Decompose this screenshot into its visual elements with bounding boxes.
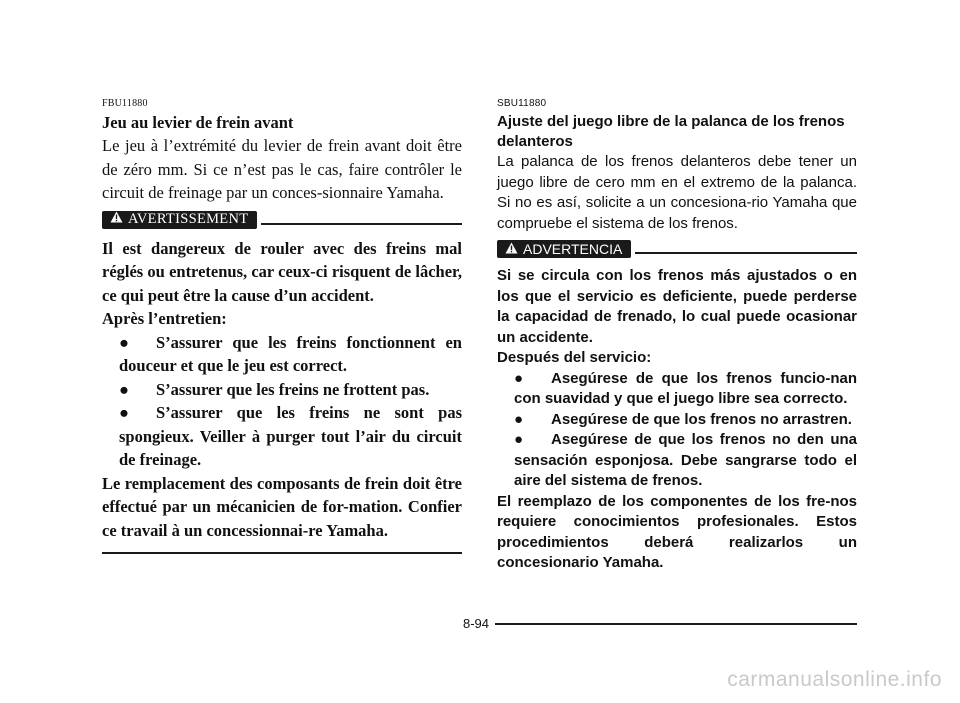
list-item: [497, 410, 857, 431]
list-item-text: Asegúrese de que los frenos no den una sensación esponjosa. Debe sangrarse todo el aire del sistema de frenos.: [514, 431, 857, 489]
page-footer: [463, 616, 857, 631]
bullet-dot-icon: ●: [514, 410, 524, 428]
warning-text: Si se circula con los frenos más ajustados o en los que el servicio es deficiente, puede perderse la capacidad de frenado, lo cual puede ocasionar un accidente.: [497, 267, 857, 346]
bullet-dot-icon: ●: [514, 369, 524, 387]
warning-label: ADVERTENCIA: [523, 241, 623, 257]
warning-triangle-icon: [110, 211, 123, 228]
spanish-column: [497, 98, 857, 574]
warning-header: [497, 238, 857, 260]
list-item-text: S’assurer que les freins ne sont pas spongieux. Veiller à purger tout l’air du circuit de freinage.: [119, 403, 462, 469]
closing-text: El reemplazo de los componentes de los fre-nos requiere conocimientos profesionales. Estos procedimientos deberá realizarlos un concesionario Yamaha.: [497, 492, 857, 571]
divider: [495, 623, 857, 625]
bullet-dot-icon: ●: [514, 431, 524, 448]
closing-text: Le remplacement des composants de frein doit être effectué par un mécanicien de for-mation. Confier ce travail à un concessionnai-re Yamaha.: [102, 473, 462, 540]
section-title: Ajuste del juego libre de la palanca de los frenos delanteros: [497, 113, 845, 150]
warning-badge: [497, 240, 631, 258]
bullet-dot-icon: ●: [119, 379, 129, 399]
section-body: La palanca de los frenos delanteros debe tener un juego libre de cero mm en el extremo de la palanca. Si no es así, solicite a un concesiona-rio Yamaha que compruebe el sistema de los frenos.: [497, 153, 857, 232]
bullet-dot-icon: ●: [119, 403, 129, 422]
after-service-heading: Después del servicio:: [497, 349, 652, 366]
divider: [635, 252, 857, 254]
warning-badge: [102, 211, 257, 229]
list-item: [102, 378, 462, 402]
after-service-heading: Après l’entretien:: [102, 309, 227, 328]
divider: [102, 552, 462, 554]
section-title: Jeu au levier de frein avant: [102, 113, 294, 132]
bullet-dot-icon: ●: [119, 332, 129, 352]
section-code: FBU11880: [102, 98, 148, 109]
list-item-text: Asegúrese de que los frenos no arrastren.: [551, 410, 852, 428]
divider: [261, 223, 462, 225]
section-code: SBU11880: [497, 98, 547, 109]
list-item-text: Asegúrese de que los frenos funcio-nan con suavidad y que el juego libre sea correcto.: [514, 369, 857, 407]
warning-triangle-icon: [505, 241, 518, 257]
list-item-text: S’assurer que les freins fonctionnent en douceur et que le jeu est correct.: [119, 332, 462, 375]
warning-text: Il est dangereux de rouler avec des freins mal réglés ou entretenus, car ceux-ci risquent de lâcher, ce qui peut être la cause d’un accident.: [102, 238, 462, 305]
warning-header: [102, 209, 462, 231]
list-item: [102, 331, 462, 378]
list-item-text: S’assurer que les freins ne frottent pas.: [156, 379, 430, 399]
warning-label: AVERTISSEMENT: [128, 211, 249, 227]
list-item: [497, 369, 857, 410]
section-body: Le jeu à l’extrémité du levier de frein avant doit être de zéro mm. Si ce n’est pas le cas, faire contrôler le circuit de freinage par un conces-sionnaire Yamaha.: [102, 136, 462, 202]
page-number: 8-94: [463, 616, 490, 631]
watermark: carmanualsonline.info: [727, 668, 942, 691]
list-item: [497, 430, 857, 492]
list-item: [102, 401, 462, 472]
french-column: [102, 98, 462, 554]
